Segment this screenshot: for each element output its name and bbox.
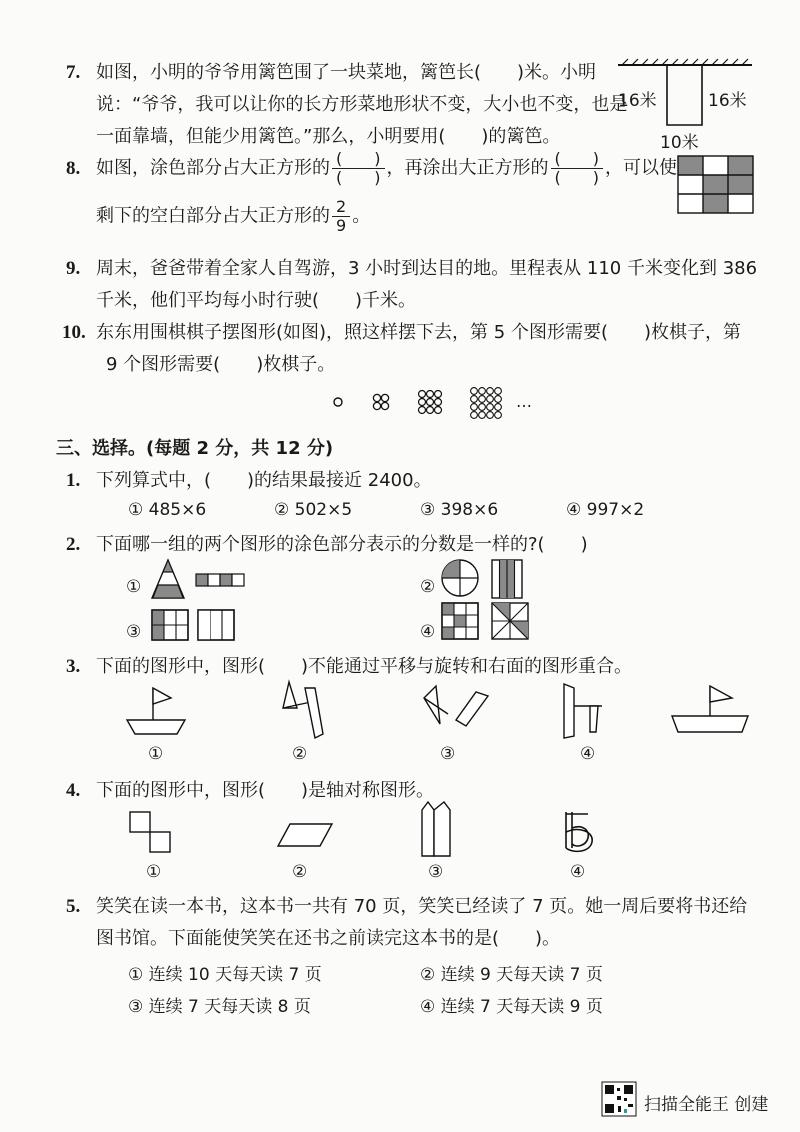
question-number: 10. — [62, 322, 86, 343]
question-text-line: 下列算式中，( )的结果最接近 2400。 — [96, 470, 432, 491]
question-8 — [66, 149, 677, 187]
scanner-watermark: 扫描全能王 创建 — [644, 1095, 769, 1115]
question-number: 4. — [66, 780, 81, 801]
question-text: 如图，涂色部分占大正方形的 — [96, 157, 330, 179]
question-number: 5. — [66, 896, 81, 917]
choice-question-3 — [66, 654, 633, 680]
fraction-denominator: 9 — [336, 216, 347, 235]
go-stone-pattern — [330, 388, 520, 418]
question-text: 剩下的空白部分占大正方形的 — [96, 205, 330, 227]
option-3[interactable]: ③ 398×6 — [420, 500, 499, 520]
question-number: 3. — [66, 656, 81, 677]
option-2-figures — [440, 558, 540, 602]
question-10 — [62, 320, 741, 346]
fence-bottom-length: 10米 — [660, 133, 699, 153]
blank-fraction[interactable] — [551, 150, 604, 187]
option-2[interactable]: ② 502×5 — [274, 500, 353, 520]
question-number: 7. — [66, 62, 81, 83]
boat-figure-1 — [125, 684, 195, 740]
question-text: ，再涂出大正方形的 — [386, 157, 549, 179]
option-label-4[interactable]: ④ — [420, 622, 436, 642]
question-text-line: 周末，爸爸带着全家人自驾游，3 小时到达目的地。里程表从 110 千米变化到 386 — [96, 258, 758, 279]
option-1[interactable]: ① 连续 10 天每天读 7 页 — [128, 965, 322, 985]
rotated-boat-figure-4 — [560, 680, 620, 742]
option-2[interactable]: ② 连续 9 天每天读 7 页 — [420, 965, 603, 985]
question-8-line2 — [96, 198, 370, 235]
question-text-line: 一面靠墙，但能少用篱笆。”那么，小明要用( )的篱笆。 — [96, 126, 561, 147]
figure-label-1[interactable]: ① — [148, 744, 164, 764]
figure-label-3[interactable]: ③ — [440, 744, 456, 764]
option-1-figures — [150, 558, 250, 602]
square-grid-3x3 — [678, 156, 754, 214]
question-7 — [66, 60, 597, 86]
fraction-numerator: ( ) — [332, 150, 385, 169]
double-pointed-figure — [418, 800, 458, 860]
option-4-figures — [440, 601, 540, 645]
question-number: 1. — [66, 470, 81, 491]
qr-code-icon — [602, 1082, 636, 1116]
fence-right-length: 16米 — [708, 91, 747, 111]
option-3-figures — [150, 606, 250, 646]
figure-label-2[interactable]: ② — [292, 744, 308, 764]
pattern-ellipsis: … — [516, 392, 532, 411]
rotated-boat-figure-2 — [275, 678, 345, 744]
fraction-numerator: ( ) — [551, 150, 604, 169]
option-1[interactable]: ① 485×6 — [128, 500, 207, 520]
question-number: 9. — [66, 258, 81, 279]
figure-label-1[interactable]: ① — [146, 862, 162, 882]
question-text: ，可以使 — [605, 157, 677, 179]
question-text: 。 — [352, 205, 371, 227]
parallelogram-figure — [276, 822, 336, 852]
figure-label-4[interactable]: ④ — [580, 744, 596, 764]
figure-label-3[interactable]: ③ — [428, 862, 444, 882]
curved-glyph-figure — [558, 808, 598, 858]
option-label-1[interactable]: ① — [126, 577, 142, 597]
question-text-line: 9 个图形需要( )枚棋子。 — [106, 354, 336, 375]
rotated-boat-figure-3 — [420, 684, 500, 740]
question-text-line: 下面的图形中，图形( )是轴对称图形。 — [96, 780, 435, 801]
choice-question-5 — [66, 894, 748, 920]
choice-question-2 — [66, 532, 588, 558]
option-4[interactable]: ④ 997×2 — [566, 500, 645, 520]
option-label-2[interactable]: ② — [420, 577, 436, 597]
fraction-two-ninths — [332, 198, 350, 235]
fraction-numerator: 2 — [332, 198, 350, 217]
question-text-line: 笑笑在读一本书，这本书一共有 70 页，笑笑已经读了 7 页。她一周后要将书还给 — [96, 896, 748, 917]
reference-boat-figure — [668, 682, 758, 738]
choice-question-4 — [66, 778, 435, 804]
question-text-line: 下面的图形中，图形( )不能通过平移与旋转和右面的图形重合。 — [96, 656, 633, 677]
question-9 — [66, 256, 758, 282]
choice-question-1 — [66, 468, 432, 494]
question-text-line: 东东用围棋棋子摆图形(如图)，照这样摆下去，第 5 个图形需要( )枚棋子，第 — [96, 322, 741, 343]
question-text-line: 下面哪一组的两个图形的涂色部分表示的分数是一样的?( ) — [96, 534, 588, 555]
fraction-denominator: ( ) — [336, 168, 381, 187]
fence-left-length: 16米 — [618, 91, 657, 111]
question-text-line: 如图，小明的爷爷用篱笆围了一块菜地，篱笆长( )米。小明 — [96, 62, 597, 83]
blank-fraction[interactable] — [332, 150, 385, 187]
option-3[interactable]: ③ 连续 7 天每天读 8 页 — [128, 997, 311, 1017]
option-label-3[interactable]: ③ — [126, 622, 142, 642]
question-number: 2. — [66, 534, 81, 555]
fraction-denominator: ( ) — [554, 168, 599, 187]
two-squares-figure — [128, 810, 178, 860]
question-text-line: 说：“爷爷，我可以让你的长方形菜地形状不变，大小也不变，也是 — [96, 94, 628, 115]
section-title: 三、选择。(每题 2 分，共 12 分) — [56, 438, 334, 459]
question-text-line: 图书馆。下面能使笑笑在还书之前读完这本书的是( )。 — [96, 928, 561, 949]
figure-label-2[interactable]: ② — [292, 862, 308, 882]
figure-label-4[interactable]: ④ — [570, 862, 586, 882]
question-number: 8. — [66, 158, 81, 179]
option-4[interactable]: ④ 连续 7 天每天读 9 页 — [420, 997, 603, 1017]
question-text-line: 千米，他们平均每小时行驶( )千米。 — [96, 290, 417, 311]
